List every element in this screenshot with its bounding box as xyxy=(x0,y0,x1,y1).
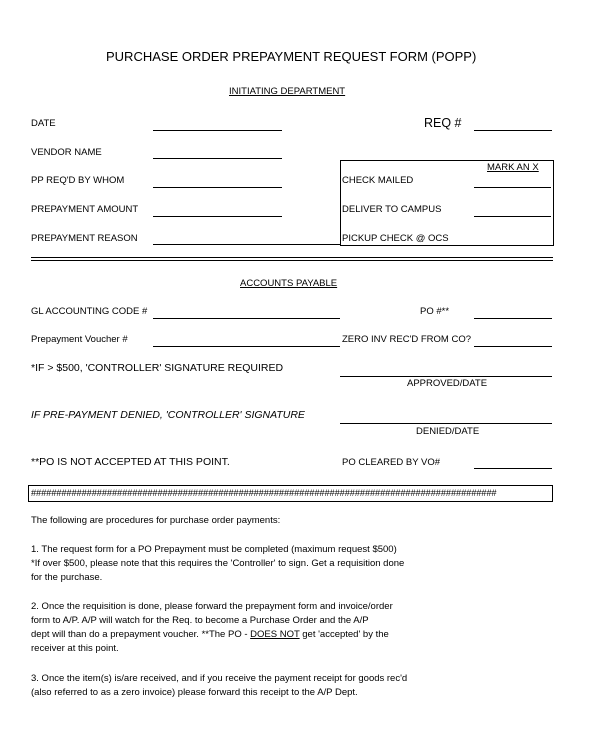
reason-label: PREPAYMENT REASON xyxy=(31,233,138,244)
vendor-field[interactable] xyxy=(153,158,282,159)
separator-line xyxy=(31,260,553,261)
step2-line: form to A/P. A/P will watch for the Req. to become a Purchase Order and the A/P xyxy=(31,615,369,626)
req-label: REQ # xyxy=(424,116,462,130)
amount-label: PREPAYMENT AMOUNT xyxy=(31,204,139,215)
controller-label: *IF > $500, 'CONTROLLER' SIGNATURE REQUIRED xyxy=(31,362,284,374)
step1-line: *If over $500, please note that this requires the 'Controller' to sign. Get a requisition done xyxy=(31,558,405,569)
procedures-intro: The following are procedures for purchase order payments: xyxy=(31,515,281,526)
procedure-step-1 xyxy=(31,543,404,585)
po-cleared-label: PO CLEARED BY VO# xyxy=(342,457,441,468)
step2-line-3 xyxy=(31,628,393,642)
approved-label: APPROVED/DATE xyxy=(407,378,488,389)
initiating-heading: INITIATING DEPARTMENT xyxy=(229,86,346,97)
voucher-label: Prepayment Voucher # xyxy=(31,334,128,345)
date-field[interactable] xyxy=(153,130,282,131)
po-field[interactable] xyxy=(474,318,552,319)
po-not-accepted-note: **PO IS NOT ACCEPTED AT THIS POINT. xyxy=(31,456,230,468)
denied-signature-field[interactable] xyxy=(340,423,552,424)
denied-sig-label: IF PRE-PAYMENT DENIED, 'CONTROLLER' SIGNATURE xyxy=(31,409,305,421)
hash-bar xyxy=(28,485,553,502)
ppreqd-field[interactable] xyxy=(153,187,282,188)
po-label: PO #** xyxy=(420,306,450,317)
step2-line: receiver at this point. xyxy=(31,643,119,654)
vendor-label: VENDOR NAME xyxy=(31,147,102,158)
step3-line: (also referred to as a zero invoice) please forward this receipt to the A/P Dept. xyxy=(31,687,358,698)
step2-line: 2. Once the requisition is done, please forward the prepayment form and invoice/order xyxy=(31,601,393,612)
procedure-step-2 xyxy=(31,600,393,656)
separator-line xyxy=(31,257,553,258)
approved-signature-field[interactable] xyxy=(340,376,552,377)
step2-line3-pre: dept will than do a prepayment voucher. **The PO - xyxy=(31,629,251,640)
hash-bar-text: ############################################################################################ xyxy=(31,488,497,498)
reason-field[interactable] xyxy=(153,244,340,245)
gl-field[interactable] xyxy=(153,318,340,319)
deliver-label: DELIVER TO CAMPUS xyxy=(342,204,442,215)
gl-label: GL ACCOUNTING CODE # xyxy=(31,306,148,317)
form-title: PURCHASE ORDER PREPAYMENT REQUEST FORM (POPP) xyxy=(106,49,477,64)
mark-label: MARK AN X xyxy=(487,162,539,173)
amount-field[interactable] xyxy=(153,216,282,217)
procedure-step-3 xyxy=(31,672,407,700)
check-mailed-field[interactable] xyxy=(474,187,551,188)
step1-line: 1. The request form for a PO Prepayment must be completed (maximum request $500) xyxy=(31,544,397,555)
po-cleared-field[interactable] xyxy=(474,468,552,469)
step1-line: for the purchase. xyxy=(31,572,103,583)
deliver-field[interactable] xyxy=(474,216,551,217)
req-field[interactable] xyxy=(474,130,552,131)
voucher-field[interactable] xyxy=(153,346,340,347)
pickup-label: PICKUP CHECK @ OCS xyxy=(342,233,449,244)
denied-label: DENIED/DATE xyxy=(416,426,480,437)
step2-line3-post: get 'accepted' by the xyxy=(299,629,389,640)
ap-heading: ACCOUNTS PAYABLE xyxy=(240,278,338,289)
does-not-emphasis: DOES NOT xyxy=(250,629,300,640)
step3-line: 3. Once the item(s) is/are received, and if you receive the payment receipt for goods rec'd xyxy=(31,673,408,684)
date-label: DATE xyxy=(31,118,56,129)
check-mailed-label: CHECK MAILED xyxy=(342,175,414,186)
ppreqd-label: PP REQ'D BY WHOM xyxy=(31,175,125,186)
zero-inv-label: ZERO INV REC'D FROM CO? xyxy=(342,334,472,345)
zero-inv-field[interactable] xyxy=(474,346,552,347)
